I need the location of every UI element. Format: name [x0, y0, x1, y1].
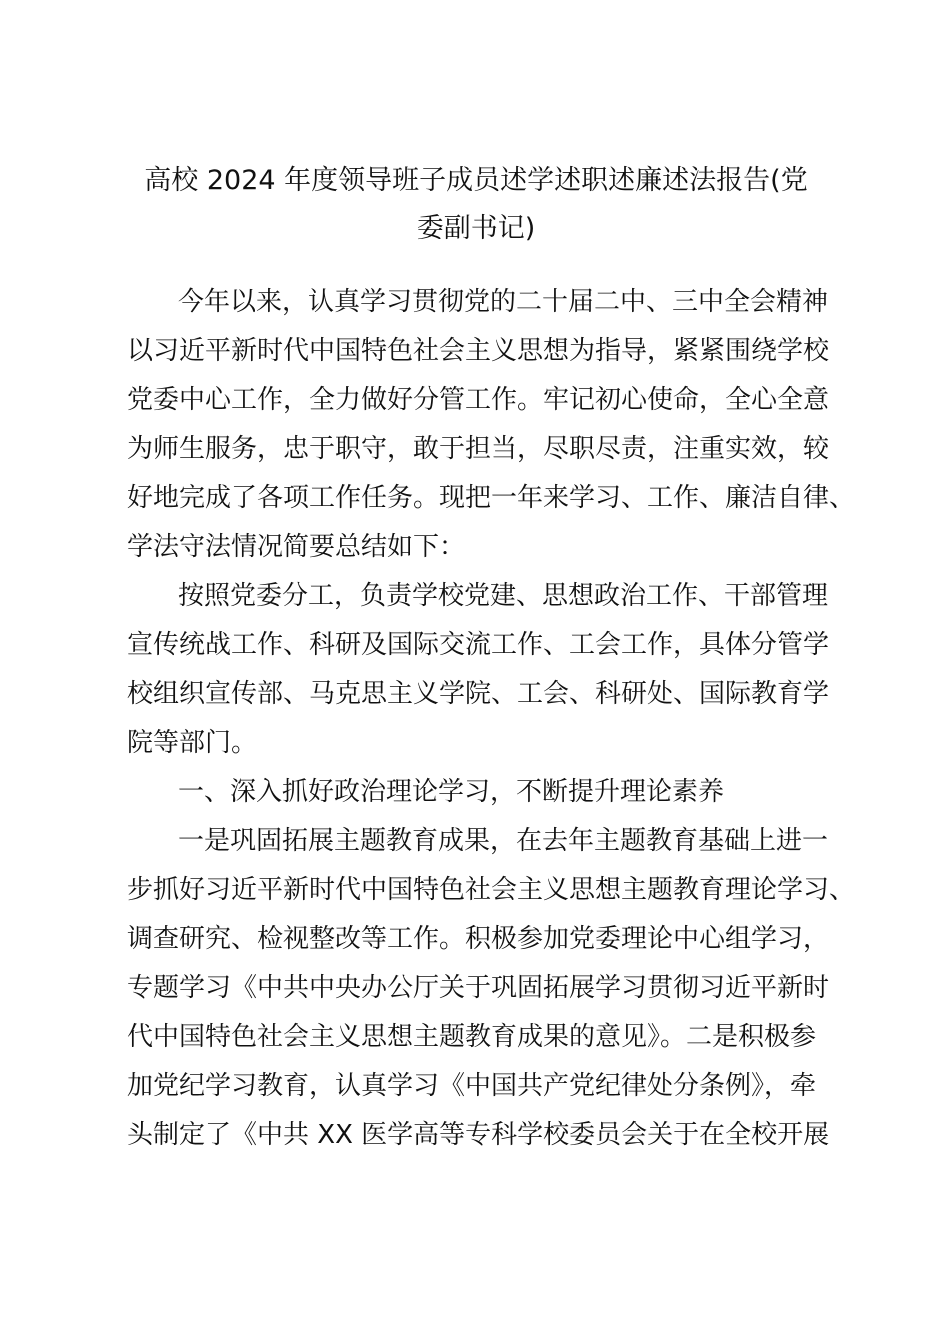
paragraph-1-line-6: 学法守法情况简要总结如下： [127, 532, 466, 562]
paragraph-3-line-7: 头制定了《中共 XX 医学高等专科学校委员会关于在全校开展 [127, 1120, 830, 1150]
paragraph-1-line-5: 好地完成了各项工作任务。现把一年来学习、工作、廉洁自律、 [127, 483, 856, 513]
title-line-2: 委副书记) [416, 213, 536, 244]
paragraph-2-line-4: 院等部门。 [127, 728, 258, 758]
document-title [120, 157, 832, 253]
paragraph-3-line-5: 代中国特色社会主义思想主题教育成果的意见》。二是积极参 [127, 1022, 817, 1052]
paragraph-3-line-1: 一是巩固拓展主题教育成果，在去年主题教育基础上进一 [178, 826, 829, 856]
section-1-heading: 一、深入抓好政治理论学习，不断提升理论素养 [178, 777, 725, 807]
paragraph-2-line-1: 按照党委分工，负责学校党建、思想政治工作、干部管理 [178, 581, 829, 611]
paragraph-2-line-3: 校组织宣传部、马克思主义学院、工会、科研处、国际教育学 [127, 679, 830, 709]
paragraph-1-line-2: 以习近平新时代中国特色社会主义思想为指导，紧紧围绕学校 [127, 336, 830, 366]
paragraph-3-line-4: 专题学习《中共中央办公厅关于巩固拓展学习贯彻习近平新时 [127, 973, 830, 1003]
paragraph-3-line-2: 步抓好习近平新时代中国特色社会主义思想主题教育理论学习、 [127, 875, 856, 905]
title-line-1: 高校 2024 年度领导班子成员述学述职述廉述法报告(党 [144, 165, 808, 196]
paragraph-3-line-6: 加党纪学习教育，认真学习《中国共产党纪律处分条例》，牵 [127, 1071, 817, 1101]
paragraph-1-line-4: 为师生服务，忠于职守，敢于担当，尽职尽责，注重实效，较 [127, 434, 830, 464]
paragraph-2-line-2: 宣传统战工作、科研及国际交流工作、工会工作，具体分管学 [127, 630, 830, 660]
paragraph-1-line-1: 今年以来，认真学习贯彻党的二十届二中、三中全会精神 [178, 287, 829, 317]
paragraph-3-line-3: 调查研究、检视整改等工作。积极参加党委理论中心组学习， [127, 924, 830, 954]
paragraph-1-line-3: 党委中心工作，全力做好分管工作。牢记初心使命，全心全意 [127, 385, 830, 415]
